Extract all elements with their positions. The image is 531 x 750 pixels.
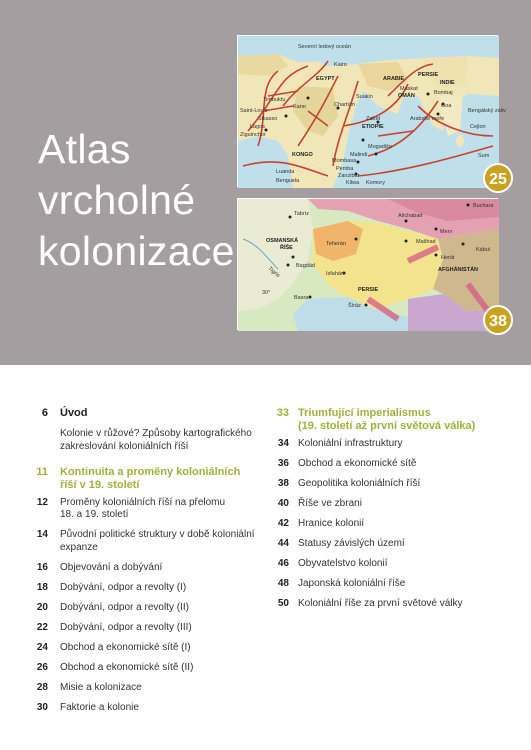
- toc-section-title[interactable]: Úvod: [60, 407, 88, 419]
- toc-page-number: 6: [41, 407, 48, 419]
- map1-label: Zabíd: [366, 116, 381, 122]
- map1-label: Goa: [441, 103, 452, 109]
- map1-label: Chartúm: [334, 102, 356, 108]
- map1-label: Cejlon: [470, 124, 486, 130]
- map2-label: Merv: [440, 229, 453, 235]
- map2-label: Šíráz: [348, 303, 361, 309]
- map1-label: Bombaj: [434, 90, 453, 96]
- toc-entry-text[interactable]: Hranice kolonií: [298, 518, 365, 529]
- map1-label: PERSIE: [418, 72, 439, 78]
- map1-label: INDIE: [440, 80, 455, 86]
- map1-label: Bengálský záliv: [468, 108, 506, 114]
- map1-label: Malindi: [350, 152, 368, 158]
- map1-label: Ziguinchor: [240, 132, 266, 138]
- toc-section-title[interactable]: říší v 19. století: [60, 478, 140, 491]
- map2-label: Tabríz: [294, 211, 309, 217]
- toc-section-title[interactable]: (19. století až první světová válka): [298, 420, 476, 432]
- map1-label: Maskat: [400, 86, 418, 92]
- map1-label: Severní ledový oceán: [298, 44, 351, 50]
- title-line-3: kolonizace: [38, 228, 235, 274]
- map1-label: Kairo: [334, 62, 347, 68]
- atlas-title: [38, 124, 235, 277]
- toc-page-number: 24: [36, 641, 48, 653]
- toc-entry-text[interactable]: Dobývání, odpor a revolty (III): [60, 621, 192, 633]
- map1-label: Luanda: [276, 169, 295, 175]
- map2-label: 30°: [262, 290, 271, 296]
- map1-label: Lagos: [250, 124, 265, 130]
- toc-entry-text[interactable]: zakreslování koloniálních říší: [60, 440, 189, 452]
- trade-routes-map-graphic: [238, 36, 506, 188]
- toc-page-number: 48: [277, 578, 289, 589]
- map1-label: Zanzibar: [338, 173, 360, 179]
- map2-label: Basra: [294, 295, 309, 301]
- toc-entry-text[interactable]: Obchod a ekonomické sítě (II): [60, 661, 194, 673]
- page-badge-25: 25: [483, 163, 513, 193]
- map2-label: Tigris: [266, 265, 281, 280]
- toc-page-number: 33: [276, 407, 289, 419]
- toc-entry-text[interactable]: Objevování a dobývání: [60, 561, 163, 573]
- title-line-2: vrcholné: [38, 177, 196, 223]
- toc-entry-text[interactable]: Kolonie v růžové? Způsoby kartografického: [60, 428, 252, 439]
- toc-page-number: 18: [36, 581, 48, 593]
- toc-entry-text[interactable]: Misie a kolonizace: [60, 681, 142, 693]
- toc-entry-text[interactable]: Statusy závislých území: [298, 538, 405, 549]
- map1-label: Benguela: [276, 178, 300, 184]
- map2-label: Mašhad: [416, 239, 436, 245]
- map1-label: KONGO: [292, 152, 313, 158]
- toc-page-number: 38: [277, 478, 289, 489]
- toc-page-number: 26: [36, 661, 48, 673]
- toc-entry-text[interactable]: Původní politické struktury v době koloniální: [60, 529, 255, 540]
- map1-label: Saint-Louis: [240, 108, 268, 114]
- toc-page-number: 44: [277, 538, 289, 549]
- map2-label: AFGHÁNISTÁN: [438, 267, 479, 273]
- toc-entry-text[interactable]: Obyvatelstvo kolonií: [298, 558, 388, 569]
- toc-page-number: 30: [36, 701, 48, 713]
- map1-label: Mogadišo: [368, 144, 392, 150]
- map1-label: Komory: [366, 180, 385, 186]
- toc-page-number: 12: [36, 496, 48, 508]
- map1-label: ETIOPIE: [362, 124, 384, 130]
- toc-entry-text[interactable]: Obchod a ekonomické sítě: [298, 458, 417, 469]
- toc-entry-text[interactable]: 18. a 19. století: [60, 509, 129, 520]
- toc-page-number: 22: [36, 621, 48, 633]
- map2-label: PERSIE: [358, 287, 379, 293]
- map1-label: Sikasso: [258, 116, 278, 122]
- map1-label: Timbuktu: [263, 97, 286, 103]
- toc-section-title[interactable]: Kontinuita a proměny koloniálních: [60, 465, 241, 478]
- map2-label: Ašchabad: [398, 213, 423, 219]
- map2-label: OSMANSKÁ: [266, 238, 299, 244]
- toc-entry-text[interactable]: Obchod a ekonomické sítě (I): [60, 641, 191, 653]
- toc-entry-text[interactable]: Geopolitika koloniálních říší: [298, 478, 421, 489]
- map2-label: Isfahán: [326, 271, 345, 277]
- geopolitics-map: [237, 198, 498, 330]
- toc-page-number: 28: [36, 681, 48, 693]
- map1-label: Arabské moře: [410, 116, 445, 122]
- toc-page-number: 20: [36, 601, 48, 613]
- toc-page-number: 42: [277, 518, 289, 529]
- page-badge-38: 38: [483, 305, 513, 335]
- map1-label: Suakin: [356, 94, 373, 100]
- map1-label: ARABIE: [383, 76, 405, 82]
- toc-entry-text[interactable]: Faktorie a kolonie: [60, 701, 139, 713]
- map2-label: ŘÍŠE: [280, 245, 293, 251]
- toc-section-title[interactable]: Triumfující imperialismus: [298, 407, 431, 419]
- toc-entry-text[interactable]: Říše ve zbrani: [298, 498, 362, 509]
- map2-label: Kábul: [476, 247, 491, 253]
- title-line-1: Atlas: [38, 126, 131, 172]
- toc-page-number: 50: [277, 598, 289, 609]
- toc-entry-text[interactable]: Koloniální infrastruktury: [298, 438, 403, 449]
- toc-page-number: 16: [36, 561, 48, 573]
- toc-page-number: 40: [277, 498, 289, 509]
- toc-page-number: 11: [36, 465, 48, 478]
- map2-label: Herát: [441, 255, 455, 261]
- map1-label: Kilwa: [346, 180, 360, 186]
- map2-label: Bagdád: [296, 263, 315, 269]
- map1-label: EGYPT: [316, 76, 335, 82]
- toc-entry-text[interactable]: Koloniální říše za první světové války: [298, 598, 463, 609]
- map1-label: Mombasa: [332, 158, 357, 164]
- map2-label: Teherán: [326, 241, 346, 247]
- toc-entry-text[interactable]: expanze: [60, 541, 98, 553]
- map1-label: Sum: [478, 153, 490, 159]
- map1-label: Kano: [293, 104, 306, 110]
- toc-entry-text[interactable]: Proměny koloniálních říší na přelomu: [60, 496, 226, 508]
- toc-entry-text[interactable]: Dobývání, odpor a revolty (II): [60, 601, 189, 613]
- toc-page-number: 14: [36, 529, 48, 540]
- toc-entry-text[interactable]: Japonská koloniální říše: [298, 578, 406, 589]
- toc-page-number: 36: [277, 458, 289, 469]
- map1-label: OMÁN: [398, 93, 415, 99]
- toc-page-number: 34: [277, 438, 289, 449]
- map2-label: Buchara: [473, 203, 494, 209]
- map1-label: Pemba: [336, 166, 354, 172]
- geopolitics-map-graphic: [238, 199, 499, 331]
- toc-page-number: 46: [277, 558, 289, 569]
- toc-entry-text[interactable]: Dobývání, odpor a revolty (I): [60, 581, 187, 593]
